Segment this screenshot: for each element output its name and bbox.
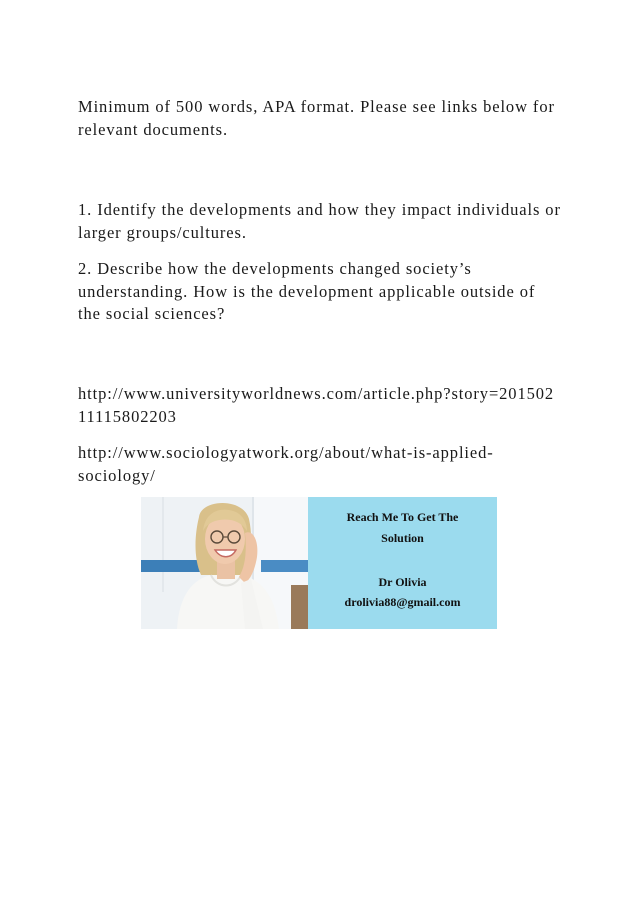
- contact-banner: [141, 497, 497, 629]
- banner-contact-email[interactable]: drolivia88@gmail.com: [344, 595, 461, 609]
- question-2-line-1: 2. Describe how the developments changed society’s: [78, 259, 472, 278]
- intro-line-1: Minimum of 500 words, APA format. Please see links below for: [78, 97, 555, 116]
- link-1-line-1[interactable]: http://www.universityworldnews.com/article.php?story=201502: [78, 384, 555, 403]
- question-1: [78, 199, 578, 244]
- link-university-world-news[interactable]: [78, 383, 578, 428]
- woman-photo: [141, 497, 308, 629]
- intro-paragraph: [78, 96, 578, 141]
- banner-headline-line-1: Reach Me To Get The: [346, 510, 459, 524]
- link-2-line-1[interactable]: http://www.sociologyatwork.org/about/what-is-applied-: [78, 443, 494, 462]
- question-1-line-1: 1. Identify the developments and how they impact individuals or: [78, 200, 561, 219]
- link-1-line-2[interactable]: 11115802203: [78, 406, 177, 426]
- banner-contact-name: Dr Olivia: [378, 575, 427, 589]
- link-2-line-2[interactable]: sociology/: [78, 465, 156, 485]
- contact-info-panel: [308, 497, 497, 629]
- question-2-line-3: the social sciences?: [78, 304, 226, 323]
- banner-headline-line-2: Solution: [381, 531, 424, 545]
- question-2: [78, 258, 578, 326]
- link-sociology-at-work[interactable]: [78, 442, 578, 487]
- question-2-line-2: understanding. How is the development applicable outside of: [78, 281, 536, 301]
- intro-line-2: relevant documents.: [78, 119, 228, 139]
- question-1-line-2: larger groups/cultures.: [78, 222, 247, 242]
- woman-illustration: [141, 497, 308, 629]
